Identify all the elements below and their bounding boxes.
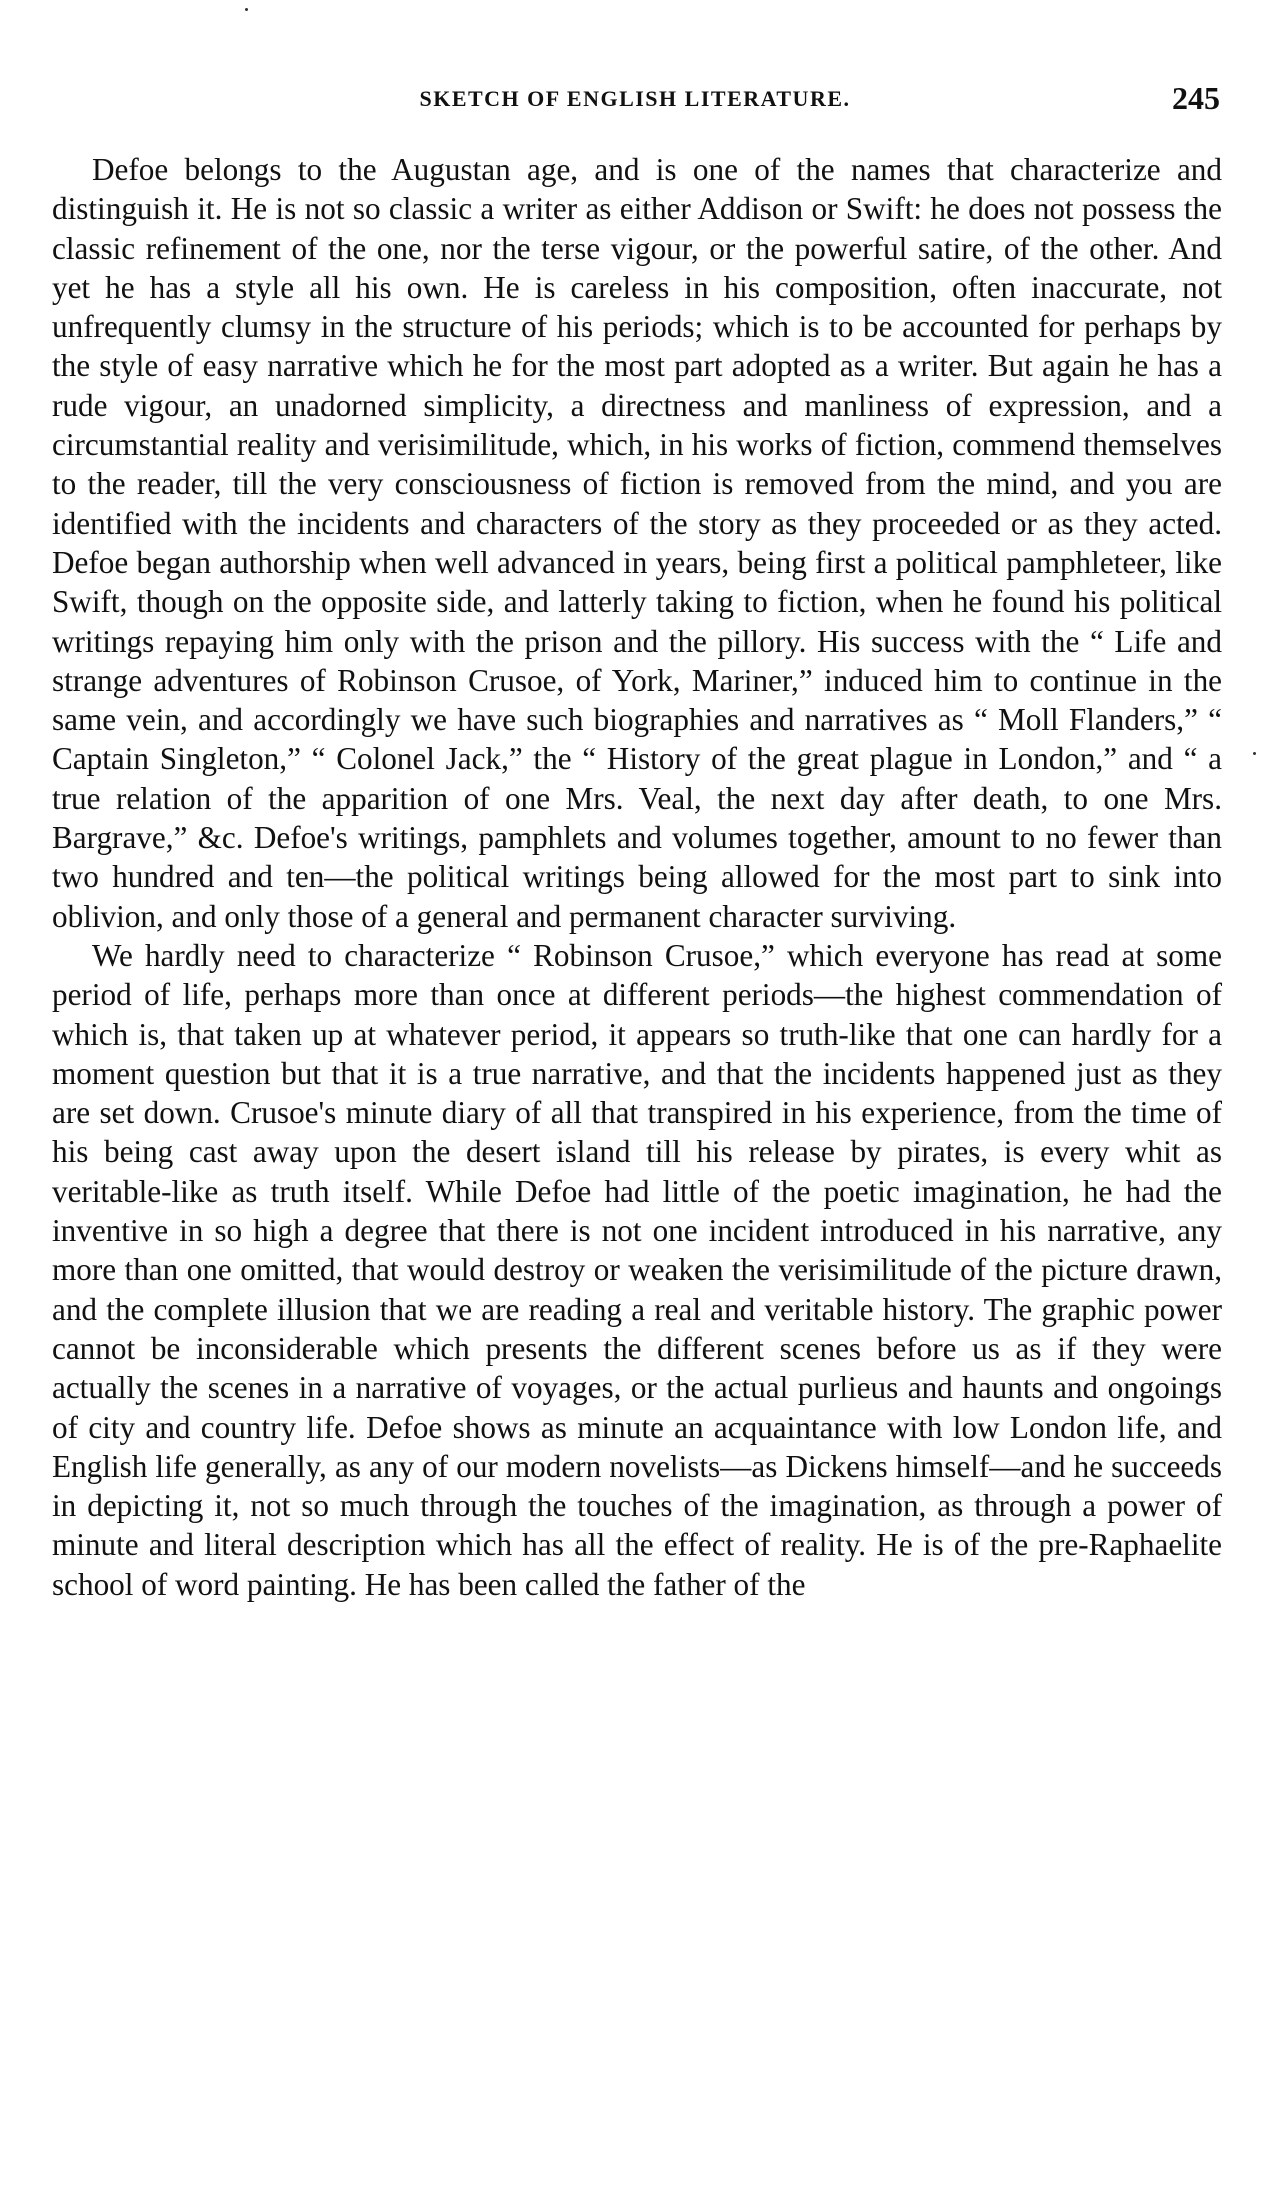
running-title: SKETCH OF ENGLISH LITERATURE. [419,86,851,111]
page-body [52,150,1222,1604]
paragraph-robinson-crusoe: We hardly need to characterize “ Robinson Crusoe,” which everyone has read at some period of life, perhaps more than once at different periods—the highest commendation of which is, that taken up at whatever period, it appears so truth-like that one can hardly for a moment question but that it is a true narrative, and that the incidents happened just as they are set down. Crusoe's minute diary of all that transpired in his experience, from the time of his being cast away upon the desert island till his release by pirates, is every whit as veritable-like as truth itself. While Defoe had little of the poetic imagination, he had the inventive in so high a degree that there is not one incident introduced in his narrative, any more than one omitted, that would destroy or weaken the verisimilitude of the picture drawn, and the complete illusion that we are reading a real and veritable history. The graphic power cannot be inconsiderable which presents the different scenes before us as if they were actually the scenes in a narrative of voyages, or the actual purlieus and haunts and ongoings of city and country life. Defoe shows as minute an acquaintance with low London life, and English life generally, as any of our modern novelists—as Dickens himself—and he succeeds in depicting it, not so much through the touches of the imagination, as through a power of minute and literal description which has all the effect of reality. He is of the pre-Raphaelite school of word painting. He has been called the father of the [52,937,1222,1602]
ink-speck [245,8,248,11]
paragraph-defoe-intro: Defoe belongs to the Augustan age, and is one of the names that characterize and distinguish it. He is not so classic a writer as either Addison or Swift: he does not possess the classic refinement of the one, nor the terse vigour, or the powerful satire, of the other. And yet he has a style all his own. He is careless in his composition, often inaccurate, not unfrequently clumsy in the structure of his periods; which is to be accounted for perhaps by the style of easy narrative which he for the most part adopted as a writer. But again he has a rude vigour, an unadorned simplicity, a directness and manliness of expression, and a circumstantial reality and verisimilitude, which, in his works of fiction, commend themselves to the reader, till the very consciousness of fiction is removed from the mind, and you are identified with the incidents and characters of the story as they proceeded or as they acted. Defoe began authorship when well advanced in years, being first a political pamphleteer, like Swift, though on the opposite side, and latterly taking to fiction, when he found his political writings repaying him only with the prison and the pillory. His success with the “ Life and strange adventures of Robinson Crusoe, of York, Mariner,” induced him to continue in the same vein, and accordingly we have such biographies and narratives as “ Moll Flanders,” “ Captain Singleton,” “ Colonel Jack,” the “ History of the great plague in London,” and “ a true relation of the apparition of one Mrs. Veal, the next day after death, to one Mrs. Bargrave,” &c. Defoe's writings, pamphlets and volumes together, amount to no fewer than two hundred and ten—the political writings being allowed for the most part to sink into oblivion, and only those of a general and permanent character surviving. [52,152,1222,934]
page-number: 245 [1172,80,1220,116]
ink-speck [1253,752,1256,755]
page-header [50,80,1220,126]
